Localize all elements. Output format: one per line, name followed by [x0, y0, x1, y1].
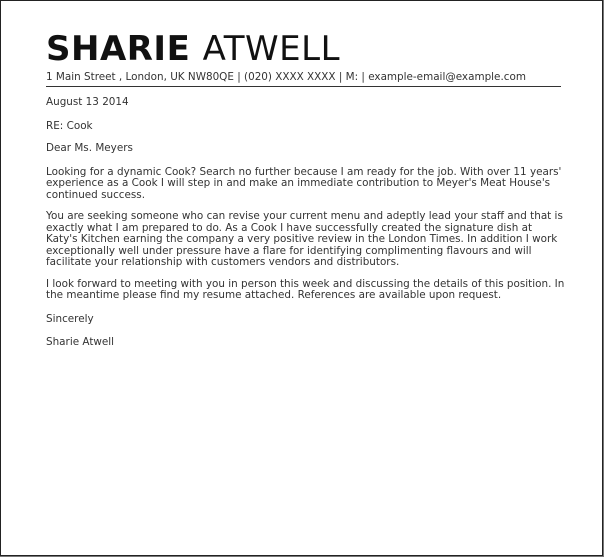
sender-last-name: ATWELL [202, 29, 341, 69]
body-paragraph-3: I look forward to meeting with you in person this week and discussing the details of this position. In the meantime please find my resume attached. References are available upon request. [46, 277, 565, 301]
contact-line: 1 Main Street , London, UK NW80QE | (020) XXXX XXXX | M: | example-email@example.com [46, 70, 561, 87]
closing: Sincerely [46, 312, 94, 325]
signature-name: Sharie Atwell [46, 336, 115, 348]
body-paragraph-2: You are seeking someone who can revise your current menu and adeptly lead your staff and that is exactly what I am prepared to do. As a Cook I have successfully created the signature dish at Katy's Kitchen earning the company a very positive review in the London Times. In addition I work exceptionally well under pressure have a flare for identifying complimenting flavours and will facilitate your relationship with customers vendors and distributors. [46, 210, 563, 268]
letter-content [46, 29, 566, 349]
salutation: Dear Ms. Meyers [46, 142, 133, 154]
sender-name [46, 29, 566, 69]
subject-line: RE: Cook [46, 119, 93, 132]
letter-date: August 13 2014 [46, 96, 129, 108]
sender-first-name: SHARIE [46, 29, 191, 69]
body-paragraph-1: Looking for a dynamic Cook? Search no further because I am ready for the job. With over 11 years' experience as a Cook I will step in and make an immediate contribution to Meyer's Meat House's continued success. [46, 165, 562, 201]
